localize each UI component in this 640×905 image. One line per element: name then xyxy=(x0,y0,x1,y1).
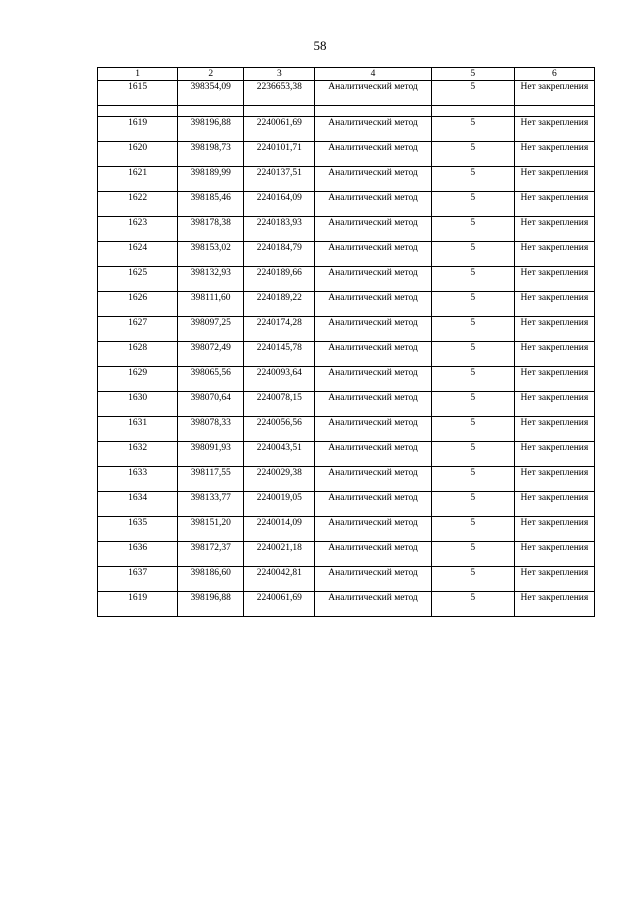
accuracy-cell: 5 xyxy=(431,517,514,542)
method-cell: Аналитический метод xyxy=(315,542,431,567)
table-row xyxy=(98,142,595,167)
table-row xyxy=(98,317,595,342)
fixing-cell: Нет закрепления xyxy=(514,242,594,267)
fixing-cell: Нет закрепления xyxy=(514,492,594,517)
accuracy-cell: 5 xyxy=(431,317,514,342)
y-coordinate-cell: 2240145,78 xyxy=(244,342,315,367)
x-coordinate-cell: 398153,02 xyxy=(178,242,244,267)
table-row xyxy=(98,192,595,217)
header-cell: 6 xyxy=(514,68,594,81)
x-coordinate-cell: 398178,38 xyxy=(178,217,244,242)
x-coordinate-cell: 398186,60 xyxy=(178,567,244,592)
point-number-cell: 1627 xyxy=(98,317,178,342)
table-row xyxy=(98,367,595,392)
fixing-cell: Нет закрепления xyxy=(514,367,594,392)
accuracy-cell: 5 xyxy=(431,417,514,442)
point-number-cell: 1619 xyxy=(98,117,178,142)
header-cell: 1 xyxy=(98,68,178,81)
method-cell: Аналитический метод xyxy=(315,267,431,292)
x-coordinate-cell: 398078,33 xyxy=(178,417,244,442)
x-coordinate-cell: 398097,25 xyxy=(178,317,244,342)
coordinates-table xyxy=(97,67,595,617)
x-coordinate-cell: 398185,46 xyxy=(178,192,244,217)
fixing-cell: Нет закрепления xyxy=(514,442,594,467)
accuracy-cell: 5 xyxy=(431,442,514,467)
x-coordinate-cell: 398070,64 xyxy=(178,392,244,417)
y-coordinate-cell: 2240021,18 xyxy=(244,542,315,567)
method-cell: Аналитический метод xyxy=(315,392,431,417)
accuracy-cell: 5 xyxy=(431,567,514,592)
x-coordinate-cell: 398196,88 xyxy=(178,592,244,617)
header-cell: 3 xyxy=(244,68,315,81)
method-cell: Аналитический метод xyxy=(315,217,431,242)
accuracy-cell: 5 xyxy=(431,292,514,317)
table-row xyxy=(98,492,595,517)
table-row xyxy=(98,292,595,317)
y-coordinate-cell: 2240093,64 xyxy=(244,367,315,392)
y-coordinate-cell: 2240061,69 xyxy=(244,117,315,142)
method-cell: Аналитический метод xyxy=(315,342,431,367)
fixing-cell: Нет закрепления xyxy=(514,142,594,167)
table-row xyxy=(98,417,595,442)
accuracy-cell: 5 xyxy=(431,492,514,517)
table-row xyxy=(98,542,595,567)
point-number-cell: 1620 xyxy=(98,142,178,167)
x-coordinate-cell: 398111,60 xyxy=(178,292,244,317)
header-cell: 5 xyxy=(431,68,514,81)
y-coordinate-cell: 2240056,56 xyxy=(244,417,315,442)
method-cell: Аналитический метод xyxy=(315,242,431,267)
point-number-cell: 1635 xyxy=(98,517,178,542)
accuracy-cell: 5 xyxy=(431,367,514,392)
y-coordinate-cell: 2240078,15 xyxy=(244,392,315,417)
method-cell: Аналитический метод xyxy=(315,567,431,592)
method-cell: Аналитический метод xyxy=(315,167,431,192)
empty-cell xyxy=(315,106,431,117)
empty-cell xyxy=(514,106,594,117)
x-coordinate-cell: 398172,37 xyxy=(178,542,244,567)
table-row xyxy=(98,167,595,192)
point-number-cell: 1634 xyxy=(98,492,178,517)
point-number-cell: 1621 xyxy=(98,167,178,192)
accuracy-cell: 5 xyxy=(431,542,514,567)
y-coordinate-cell: 2240101,71 xyxy=(244,142,315,167)
accuracy-cell: 5 xyxy=(431,167,514,192)
table-row xyxy=(98,117,595,142)
fixing-cell: Нет закрепления xyxy=(514,467,594,492)
x-coordinate-cell: 398189,99 xyxy=(178,167,244,192)
y-coordinate-cell: 2240164,09 xyxy=(244,192,315,217)
y-coordinate-cell: 2236653,38 xyxy=(244,81,315,106)
method-cell: Аналитический метод xyxy=(315,592,431,617)
y-coordinate-cell: 2240183,93 xyxy=(244,217,315,242)
y-coordinate-cell: 2240019,05 xyxy=(244,492,315,517)
accuracy-cell: 5 xyxy=(431,467,514,492)
method-cell: Аналитический метод xyxy=(315,142,431,167)
x-coordinate-cell: 398133,77 xyxy=(178,492,244,517)
method-cell: Аналитический метод xyxy=(315,492,431,517)
fixing-cell: Нет закрепления xyxy=(514,417,594,442)
method-cell: Аналитический метод xyxy=(315,467,431,492)
fixing-cell: Нет закрепления xyxy=(514,517,594,542)
point-number-cell: 1623 xyxy=(98,217,178,242)
empty-cell xyxy=(178,106,244,117)
accuracy-cell: 5 xyxy=(431,592,514,617)
fixing-cell: Нет закрепления xyxy=(514,167,594,192)
y-coordinate-cell: 2240189,22 xyxy=(244,292,315,317)
point-number-cell: 1633 xyxy=(98,467,178,492)
y-coordinate-cell: 2240174,28 xyxy=(244,317,315,342)
table-row xyxy=(98,517,595,542)
method-cell: Аналитический метод xyxy=(315,517,431,542)
fixing-cell: Нет закрепления xyxy=(514,217,594,242)
method-cell: Аналитический метод xyxy=(315,417,431,442)
table-row xyxy=(98,567,595,592)
x-coordinate-cell: 398151,20 xyxy=(178,517,244,542)
fixing-cell: Нет закрепления xyxy=(514,567,594,592)
table-row xyxy=(98,217,595,242)
x-coordinate-cell: 398196,88 xyxy=(178,117,244,142)
method-cell: Аналитический метод xyxy=(315,442,431,467)
fixing-cell: Нет закрепления xyxy=(514,317,594,342)
y-coordinate-cell: 2240137,51 xyxy=(244,167,315,192)
fixing-cell: Нет закрепления xyxy=(514,292,594,317)
point-number-cell: 1629 xyxy=(98,367,178,392)
point-number-cell: 1631 xyxy=(98,417,178,442)
table-header-row xyxy=(98,68,595,81)
y-coordinate-cell: 2240189,66 xyxy=(244,267,315,292)
fixing-cell: Нет закрепления xyxy=(514,542,594,567)
point-number-cell: 1637 xyxy=(98,567,178,592)
fixing-cell: Нет закрепления xyxy=(514,592,594,617)
y-coordinate-cell: 2240014,09 xyxy=(244,517,315,542)
accuracy-cell: 5 xyxy=(431,342,514,367)
accuracy-cell: 5 xyxy=(431,217,514,242)
x-coordinate-cell: 398072,49 xyxy=(178,342,244,367)
table-row xyxy=(98,81,595,106)
x-coordinate-cell: 398132,93 xyxy=(178,267,244,292)
y-coordinate-cell: 2240184,79 xyxy=(244,242,315,267)
method-cell: Аналитический метод xyxy=(315,192,431,217)
point-number-cell: 1622 xyxy=(98,192,178,217)
point-number-cell: 1636 xyxy=(98,542,178,567)
table-row xyxy=(98,442,595,467)
y-coordinate-cell: 2240043,51 xyxy=(244,442,315,467)
method-cell: Аналитический метод xyxy=(315,292,431,317)
fixing-cell: Нет закрепления xyxy=(514,342,594,367)
table-row xyxy=(98,392,595,417)
accuracy-cell: 5 xyxy=(431,81,514,106)
method-cell: Аналитический метод xyxy=(315,117,431,142)
empty-cell xyxy=(244,106,315,117)
header-cell: 4 xyxy=(315,68,431,81)
point-number-cell: 1626 xyxy=(98,292,178,317)
table-row xyxy=(98,592,595,617)
table-row xyxy=(98,267,595,292)
empty-cell xyxy=(98,106,178,117)
accuracy-cell: 5 xyxy=(431,117,514,142)
page-number: 58 xyxy=(313,38,327,53)
point-number-cell: 1625 xyxy=(98,267,178,292)
point-number-cell: 1615 xyxy=(98,81,178,106)
fixing-cell: Нет закрепления xyxy=(514,81,594,106)
method-cell: Аналитический метод xyxy=(315,367,431,392)
accuracy-cell: 5 xyxy=(431,267,514,292)
y-coordinate-cell: 2240042,81 xyxy=(244,567,315,592)
x-coordinate-cell: 398091,93 xyxy=(178,442,244,467)
x-coordinate-cell: 398354,09 xyxy=(178,81,244,106)
accuracy-cell: 5 xyxy=(431,392,514,417)
empty-row xyxy=(98,106,595,117)
empty-cell xyxy=(431,106,514,117)
point-number-cell: 1619 xyxy=(98,592,178,617)
table-row xyxy=(98,467,595,492)
point-number-cell: 1632 xyxy=(98,442,178,467)
point-number-cell: 1628 xyxy=(98,342,178,367)
accuracy-cell: 5 xyxy=(431,192,514,217)
point-number-cell: 1624 xyxy=(98,242,178,267)
fixing-cell: Нет закрепления xyxy=(514,392,594,417)
method-cell: Аналитический метод xyxy=(315,81,431,106)
fixing-cell: Нет закрепления xyxy=(514,192,594,217)
fixing-cell: Нет закрепления xyxy=(514,117,594,142)
fixing-cell: Нет закрепления xyxy=(514,267,594,292)
accuracy-cell: 5 xyxy=(431,242,514,267)
x-coordinate-cell: 398198,73 xyxy=(178,142,244,167)
table-row xyxy=(98,242,595,267)
x-coordinate-cell: 398117,55 xyxy=(178,467,244,492)
table-row xyxy=(98,342,595,367)
method-cell: Аналитический метод xyxy=(315,317,431,342)
point-number-cell: 1630 xyxy=(98,392,178,417)
header-cell: 2 xyxy=(178,68,244,81)
y-coordinate-cell: 2240061,69 xyxy=(244,592,315,617)
x-coordinate-cell: 398065,56 xyxy=(178,367,244,392)
y-coordinate-cell: 2240029,38 xyxy=(244,467,315,492)
accuracy-cell: 5 xyxy=(431,142,514,167)
